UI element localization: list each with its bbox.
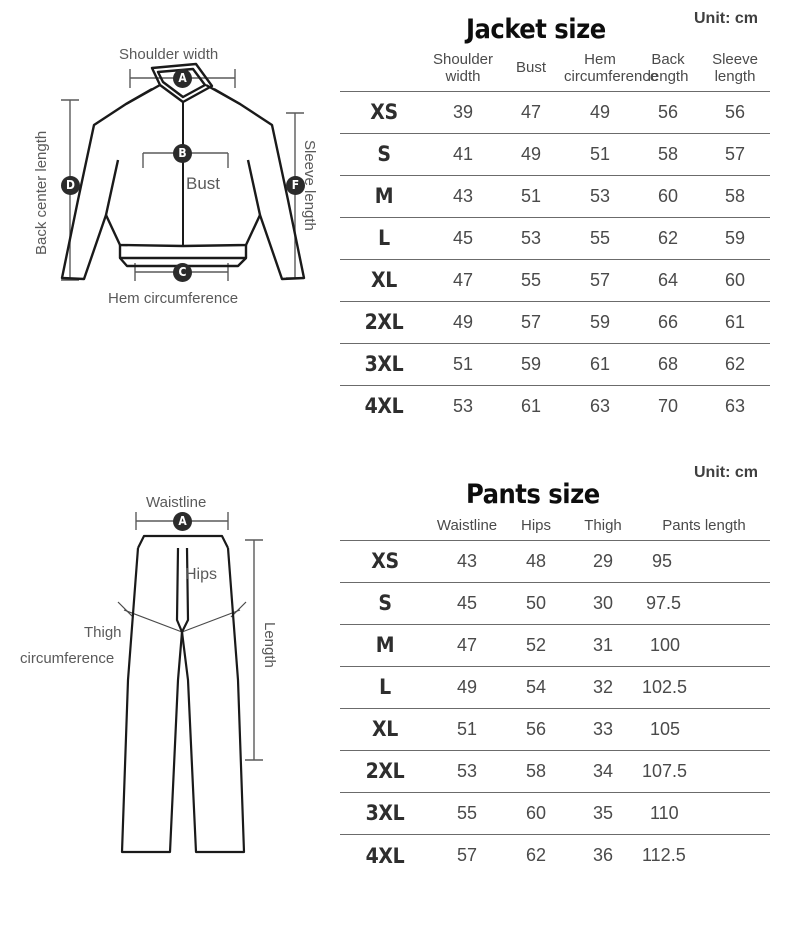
marker-a-waistline: A bbox=[173, 512, 192, 531]
pants-size: 4XL bbox=[365, 843, 405, 868]
table-row bbox=[340, 750, 770, 792]
table-row bbox=[340, 175, 770, 217]
jacket-size: XS bbox=[370, 100, 398, 125]
pants-title: Pants size bbox=[466, 479, 600, 510]
jacket-bust: 59 bbox=[520, 353, 542, 374]
jacket-col-sleeve-length: Sleeve length bbox=[712, 51, 758, 85]
pants-size-table bbox=[340, 518, 770, 876]
pants-col-pants-length: Pants length bbox=[662, 517, 746, 534]
jacket-sleeve-length: 58 bbox=[724, 185, 746, 206]
jacket-back-length: 66 bbox=[657, 311, 679, 332]
jacket-bust: 55 bbox=[520, 269, 542, 290]
pants-waistline: 45 bbox=[456, 592, 478, 613]
jacket-hem-circumference: 59 bbox=[589, 311, 611, 332]
jacket-shoulder-width: 39 bbox=[452, 101, 474, 122]
pants-waistline: 51 bbox=[456, 718, 478, 739]
table-row bbox=[340, 133, 770, 175]
jacket-bust: 51 bbox=[520, 185, 542, 206]
jacket-col-shoulder-width: Shoulder width bbox=[432, 51, 494, 85]
pants-size: XS bbox=[371, 549, 399, 574]
pants-dimension-lines bbox=[0, 480, 340, 925]
pants-thigh: 32 bbox=[592, 676, 614, 697]
pants-length-label: Length bbox=[261, 622, 278, 668]
pants-waistline: 49 bbox=[456, 676, 478, 697]
jacket-size: 3XL bbox=[364, 352, 404, 377]
jacket-hem-circumference: 63 bbox=[589, 395, 611, 416]
pants-length: 110 bbox=[650, 802, 679, 823]
jacket-back-length: 62 bbox=[657, 227, 679, 248]
jacket-shoulder-width: 45 bbox=[452, 227, 474, 248]
jacket-bust: 49 bbox=[520, 143, 542, 164]
pants-thigh: 36 bbox=[592, 845, 614, 866]
pants-thigh: 29 bbox=[592, 550, 614, 571]
table-row bbox=[340, 792, 770, 834]
pants-col-thigh: Thigh bbox=[584, 517, 622, 534]
pants-thigh: 33 bbox=[592, 718, 614, 739]
jacket-back-length: 68 bbox=[657, 353, 679, 374]
jacket-col-back-length: Back length bbox=[647, 51, 689, 85]
jacket-back-length: 58 bbox=[657, 143, 679, 164]
bust-label: Bust bbox=[186, 174, 221, 193]
marker-b-bust: B bbox=[173, 144, 192, 163]
table-row bbox=[340, 91, 770, 133]
jacket-shoulder-width: 49 bbox=[452, 311, 474, 332]
jacket-back-length: 60 bbox=[657, 185, 679, 206]
pants-length: 112.5 bbox=[642, 845, 686, 866]
pants-hips: 56 bbox=[525, 718, 547, 739]
pants-col-waistline: Waistline bbox=[436, 517, 498, 534]
pants-waistline: 43 bbox=[456, 550, 478, 571]
jacket-sleeve-length: 57 bbox=[724, 143, 746, 164]
jacket-col-size bbox=[340, 52, 428, 91]
jacket-size: XL bbox=[370, 268, 397, 293]
thigh-label-line2: circumference bbox=[20, 650, 115, 667]
pants-diagram bbox=[0, 480, 340, 925]
jacket-size: L bbox=[378, 226, 390, 251]
jacket-title: Jacket size bbox=[466, 14, 606, 45]
jacket-sleeve-length: 62 bbox=[724, 353, 746, 374]
jacket-diagram bbox=[0, 0, 340, 460]
pants-waistline: 57 bbox=[456, 845, 478, 866]
pants-length: 107.5 bbox=[642, 760, 688, 781]
jacket-shoulder-width: 43 bbox=[452, 185, 474, 206]
jacket-hem-circumference: 57 bbox=[589, 269, 611, 290]
pants-thigh: 35 bbox=[592, 802, 614, 823]
pants-hips: 60 bbox=[525, 802, 547, 823]
jacket-size: 4XL bbox=[364, 394, 404, 419]
jacket-size: 2XL bbox=[364, 310, 404, 335]
jacket-table-header-row bbox=[340, 52, 770, 91]
pants-length: 102.5 bbox=[642, 676, 688, 697]
pants-size: 2XL bbox=[365, 759, 405, 784]
pants-hips: 52 bbox=[525, 634, 547, 655]
pants-size: L bbox=[379, 675, 391, 700]
jacket-bust: 53 bbox=[520, 227, 542, 248]
pants-hips: 50 bbox=[525, 592, 547, 613]
jacket-sleeve-length: 63 bbox=[724, 395, 746, 416]
table-row bbox=[340, 540, 770, 582]
jacket-back-length: 70 bbox=[657, 395, 679, 416]
table-row bbox=[340, 624, 770, 666]
pants-size: 3XL bbox=[365, 801, 405, 826]
sleeve-length-label: Sleeve length bbox=[301, 140, 318, 231]
pants-table-header-row bbox=[340, 518, 770, 540]
pants-hips: 58 bbox=[525, 760, 547, 781]
jacket-size-table bbox=[340, 52, 770, 427]
jacket-table-body bbox=[340, 91, 770, 427]
pants-col-size bbox=[340, 518, 430, 540]
hem-circumference-label: Hem circumference bbox=[108, 290, 239, 307]
jacket-sleeve-length: 61 bbox=[724, 311, 746, 332]
pants-length: 95 bbox=[652, 550, 673, 571]
table-row bbox=[340, 259, 770, 301]
pants-thigh: 30 bbox=[592, 592, 614, 613]
pants-waistline: 47 bbox=[456, 634, 478, 655]
jacket-hem-circumference: 51 bbox=[589, 143, 611, 164]
jacket-bust: 61 bbox=[520, 395, 542, 416]
jacket-hem-circumference: 61 bbox=[589, 353, 611, 374]
pants-size: M bbox=[375, 633, 395, 658]
jacket-sleeve-length: 60 bbox=[724, 269, 746, 290]
jacket-size: M bbox=[374, 184, 394, 209]
jacket-back-length: 56 bbox=[657, 101, 679, 122]
marker-d-back-center: D bbox=[61, 176, 80, 195]
jacket-bust: 47 bbox=[520, 101, 542, 122]
pants-length: 105 bbox=[650, 718, 681, 739]
table-row bbox=[340, 834, 770, 876]
table-row bbox=[340, 385, 770, 427]
pants-table-body bbox=[340, 540, 770, 876]
marker-f-sleeve: F bbox=[286, 176, 305, 195]
jacket-shoulder-width: 47 bbox=[452, 269, 474, 290]
jacket-sleeve-length: 56 bbox=[724, 101, 746, 122]
pants-col-hips: Hips bbox=[520, 517, 551, 534]
table-row bbox=[340, 343, 770, 385]
pants-length: 97.5 bbox=[646, 592, 682, 613]
jacket-col-hem-circumference: Hem circumference bbox=[564, 51, 659, 85]
pants-hips: 48 bbox=[525, 550, 547, 571]
jacket-hem-circumference: 55 bbox=[589, 227, 611, 248]
jacket-hem-circumference: 49 bbox=[589, 101, 611, 122]
pants-length: 100 bbox=[650, 634, 681, 655]
table-row bbox=[340, 301, 770, 343]
marker-a-shoulder: A bbox=[173, 69, 192, 88]
waistline-label: Waistline bbox=[146, 494, 207, 511]
pants-hips: 54 bbox=[525, 676, 547, 697]
jacket-dimension-lines bbox=[0, 0, 340, 460]
pants-size: XL bbox=[371, 717, 398, 742]
pants-hips: 62 bbox=[525, 845, 547, 866]
pants-thigh: 31 bbox=[592, 634, 614, 655]
pants-waistline: 55 bbox=[456, 802, 478, 823]
table-row bbox=[340, 582, 770, 624]
table-row bbox=[340, 666, 770, 708]
jacket-sleeve-length: 59 bbox=[724, 227, 746, 248]
thigh-label-line1: Thigh bbox=[84, 624, 122, 641]
shoulder-width-label: Shoulder width bbox=[119, 46, 219, 63]
jacket-bust: 57 bbox=[520, 311, 542, 332]
jacket-shoulder-width: 51 bbox=[452, 353, 474, 374]
hips-label: Hips bbox=[185, 566, 218, 583]
pants-thigh: 34 bbox=[592, 760, 614, 781]
table-row bbox=[340, 708, 770, 750]
jacket-size: S bbox=[377, 142, 391, 167]
pants-waistline: 53 bbox=[456, 760, 478, 781]
pants-unit-label: Unit: cm bbox=[694, 464, 758, 481]
jacket-shoulder-width: 53 bbox=[452, 395, 474, 416]
table-row bbox=[340, 217, 770, 259]
jacket-hem-circumference: 53 bbox=[589, 185, 611, 206]
jacket-col-bust: Bust bbox=[515, 59, 546, 77]
jacket-shoulder-width: 41 bbox=[452, 143, 474, 164]
back-center-length-label: Back center length bbox=[33, 130, 50, 255]
pants-size: S bbox=[378, 591, 392, 616]
jacket-back-length: 64 bbox=[657, 269, 679, 290]
marker-c-hem: C bbox=[173, 263, 192, 282]
jacket-unit-label: Unit: cm bbox=[694, 10, 758, 27]
